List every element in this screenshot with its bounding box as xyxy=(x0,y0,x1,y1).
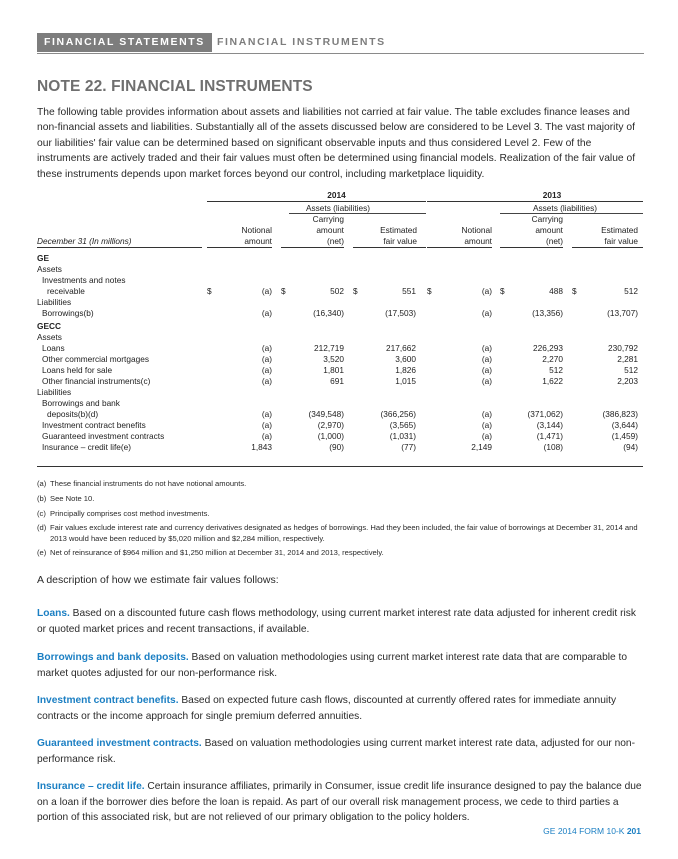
method-keyword: Insurance – credit life. xyxy=(37,781,145,792)
header-rule-carrying-2013 xyxy=(500,247,563,248)
row-label: GECC xyxy=(37,321,61,331)
table-cell: (a) xyxy=(481,286,492,296)
dollar-sign: $ xyxy=(207,286,212,296)
table-cell: 2,270 xyxy=(542,354,563,364)
table-cell: 1,826 xyxy=(395,365,416,375)
note-title: NOTE 22. FINANCIAL INSTRUMENTS xyxy=(37,78,313,95)
table-cell: (349,548) xyxy=(308,409,344,419)
table-row xyxy=(37,264,643,275)
table-cell: (366,256) xyxy=(380,409,416,419)
footnote-text: Fair values exclude interest rate and currency derivatives designated as hedges of borrowings. Had they been included, the fair value of borrowings at December 31, 2014 and 2013 would have been reduced by $5,020 million and $2,284 million, respectively. xyxy=(50,523,638,543)
row-label-header: December 31 (In millions) xyxy=(37,236,132,246)
table-cell: (a) xyxy=(481,409,492,419)
table-row xyxy=(37,297,643,308)
dollar-sign: $ xyxy=(427,286,432,296)
table-cell: (a) xyxy=(261,308,272,318)
table-cell: 2,281 xyxy=(617,354,638,364)
col-notional-2014-line2: amount xyxy=(244,236,272,246)
table-row xyxy=(37,409,643,420)
row-label: Liabilities xyxy=(37,297,72,307)
table-cell: (a) xyxy=(481,343,492,353)
group-label-2014: Assets (liabilities) xyxy=(305,203,371,213)
method-text: Certain insurance affiliates, primarily in Consumer, issue credit life insurance designed to pay the balance due on a loan if the borrower dies before the loan is repaid. As part of our overall risk management process, we cede to third parties a portion of this associated risk, but are not relieved of our primary obligation to the policy holders. xyxy=(37,781,642,823)
table-cell: 512 xyxy=(624,365,638,375)
table-cell: (a) xyxy=(481,431,492,441)
table-cell: 217,662 xyxy=(386,343,416,353)
table-cell: (1,471) xyxy=(536,431,563,441)
dollar-sign: $ xyxy=(281,286,286,296)
col-notional-2013-line1: Notional xyxy=(461,225,492,235)
method-text: Based on a discounted future cash flows methodology, using current market interest rate data adjusted for inherent credit risk or quoted market prices and recent transactions, if available. xyxy=(37,608,636,635)
table-row xyxy=(37,354,643,365)
col-carrying-2014-line2: amount xyxy=(316,225,344,235)
col-estimated-2013-line1: Estimated xyxy=(601,225,638,235)
table-cell: (386,823) xyxy=(602,409,638,419)
table-row xyxy=(37,332,643,343)
col-carrying-2013-line2: amount xyxy=(535,225,563,235)
col-carrying-2013-line3: (net) xyxy=(545,236,563,246)
table-cell: 230,792 xyxy=(608,343,638,353)
table-cell: 512 xyxy=(624,286,638,296)
table-cell: 212,719 xyxy=(314,343,344,353)
table-cell: (16,340) xyxy=(313,308,344,318)
table-cell: (a) xyxy=(261,343,272,353)
table-cell: 502 xyxy=(330,286,344,296)
footnote-key: (e) xyxy=(37,548,47,557)
method-text: Based on valuation methodologies using current market interest rate data, adjusted for our non-performance risk. xyxy=(37,738,635,765)
footnote-key: (b) xyxy=(37,494,47,503)
table-cell: 551 xyxy=(402,286,416,296)
footnote-text: Net of reinsurance of $964 million and $1,250 million at December 31, 2014 and 2013, respectively. xyxy=(50,548,384,557)
header-rule-estimated-2014 xyxy=(353,247,426,248)
table-cell: (a) xyxy=(261,431,272,441)
col-estimated-2014-line2: fair value xyxy=(383,236,417,246)
table-cell: (13,356) xyxy=(532,308,563,318)
row-label: Loans held for sale xyxy=(42,365,113,375)
table-cell: 226,293 xyxy=(533,343,563,353)
table-cell: (2,970) xyxy=(317,420,344,430)
footnote-key: (d) xyxy=(37,523,47,532)
table-cell: (a) xyxy=(261,376,272,386)
table-cell: 488 xyxy=(549,286,563,296)
description-intro: A description of how we estimate fair values follows: xyxy=(37,574,279,586)
method-text: Based on valuation methodologies using current market interest rate data that are comparable to market quotes adjusted for our non-performance risk. xyxy=(37,652,628,679)
footnote-key: (c) xyxy=(37,509,46,518)
table-cell: 2,149 xyxy=(471,442,492,452)
row-label: deposits(b)(d) xyxy=(47,409,99,419)
intro-paragraph: The following table provides information about assets and liabilities not carried at fair value. The table excludes finance leases and non-financial assets and liabilities. Substantially all of the assets discussed below are considered to be Level 3. The vast majority of our liabilities' fair value can be determined based on significant observable inputs and thus considered Level 2. Few of the instruments are actively traded and their fair values must often be determined using financial models. Realization of the fair value of these instruments depends upon market forces beyond our control, including marketplace liquidity. xyxy=(37,107,636,180)
col-notional-2014-line1: Notional xyxy=(241,225,272,235)
table-cell: (a) xyxy=(481,420,492,430)
table-cell: 691 xyxy=(330,376,344,386)
table-row xyxy=(37,442,643,453)
footer-text: GE 2014 FORM 10-K xyxy=(543,826,625,836)
row-label: Liabilities xyxy=(37,387,72,397)
row-label: Borrowings(b) xyxy=(42,308,94,318)
table-row xyxy=(37,321,643,332)
table-bottom-rule xyxy=(37,466,643,467)
table-cell: (3,565) xyxy=(389,420,416,430)
year-2013-header: 2013 xyxy=(542,190,562,200)
subsection-label: FINANCIAL INSTRUMENTS xyxy=(217,36,386,48)
table-row xyxy=(37,286,643,297)
table-cell: (1,031) xyxy=(389,431,416,441)
table-cell: (a) xyxy=(481,376,492,386)
method-keyword: Investment contract benefits. xyxy=(37,695,179,706)
table-cell: (371,062) xyxy=(527,409,563,419)
page-number: 201 xyxy=(626,826,641,836)
row-label: Other commercial mortgages xyxy=(42,354,149,364)
table-row xyxy=(37,431,643,442)
row-label: Other financial instruments(c) xyxy=(42,376,151,386)
row-label: GE xyxy=(37,253,49,263)
row-label: Investment contract benefits xyxy=(42,420,146,430)
row-label: Loans xyxy=(42,343,65,353)
section-label: FINANCIAL STATEMENTS xyxy=(37,33,212,52)
method-paragraph xyxy=(37,736,643,767)
method-paragraph xyxy=(37,693,643,724)
table-cell: (a) xyxy=(481,308,492,318)
table-cell: 1,622 xyxy=(542,376,563,386)
table-cell: 1,843 xyxy=(251,442,272,452)
table-cell: (a) xyxy=(261,365,272,375)
dollar-sign: $ xyxy=(353,286,358,296)
method-keyword: Borrowings and bank deposits. xyxy=(37,652,189,663)
table-row xyxy=(37,420,643,431)
table-cell: (108) xyxy=(543,442,563,452)
col-carrying-2014-line3: (net) xyxy=(326,236,344,246)
table-row xyxy=(37,253,643,264)
header-rule-notional-2013 xyxy=(427,247,492,248)
header-rule-notional-2014 xyxy=(207,247,272,248)
year-2013-rule xyxy=(427,201,643,202)
table-row xyxy=(37,343,643,354)
method-keyword: Guaranteed investment contracts. xyxy=(37,738,202,749)
row-label: receivable xyxy=(47,286,85,296)
table-cell: (a) xyxy=(261,286,272,296)
footnote-text: See Note 10. xyxy=(50,494,95,503)
table-cell: 1,801 xyxy=(323,365,344,375)
row-label: Borrowings and bank xyxy=(42,398,120,408)
table-cell: (a) xyxy=(261,420,272,430)
table-row xyxy=(37,376,643,387)
col-estimated-2013-line2: fair value xyxy=(604,236,638,246)
table-row xyxy=(37,365,643,376)
dollar-sign: $ xyxy=(500,286,505,296)
method-paragraph xyxy=(37,779,643,826)
table-cell: (a) xyxy=(261,354,272,364)
table-cell: (90) xyxy=(329,442,344,452)
table-row xyxy=(37,308,643,319)
table-cell: (3,144) xyxy=(536,420,563,430)
table-cell: (17,503) xyxy=(385,308,416,318)
table-cell: (1,000) xyxy=(317,431,344,441)
table-cell: (94) xyxy=(623,442,638,452)
table-cell: (77) xyxy=(401,442,416,452)
year-2014-rule xyxy=(207,201,426,202)
col-carrying-2013-line1: Carrying xyxy=(531,214,563,224)
footnote-text: Principally comprises cost method investments. xyxy=(50,509,210,518)
row-label: Guaranteed investment contracts xyxy=(42,431,165,441)
method-paragraph xyxy=(37,650,643,681)
row-label: Assets xyxy=(37,332,62,342)
header-rule-label xyxy=(37,247,202,248)
table-cell: 512 xyxy=(549,365,563,375)
table-cell: (3,644) xyxy=(611,420,638,430)
col-carrying-2014-line1: Carrying xyxy=(312,214,344,224)
dollar-sign: $ xyxy=(572,286,577,296)
table-cell: (13,707) xyxy=(607,308,638,318)
row-label: Insurance – credit life(e) xyxy=(42,442,132,452)
method-paragraph xyxy=(37,606,643,637)
row-label: Investments and notes xyxy=(42,275,126,285)
method-keyword: Loans. xyxy=(37,608,70,619)
table-cell: 3,600 xyxy=(395,354,416,364)
col-estimated-2014-line1: Estimated xyxy=(380,225,417,235)
col-notional-2013-line2: amount xyxy=(464,236,492,246)
table-cell: (a) xyxy=(481,365,492,375)
table-row xyxy=(37,398,643,409)
page-footer xyxy=(543,826,641,836)
page-header xyxy=(37,33,644,54)
header-rule-estimated-2013 xyxy=(572,247,643,248)
footnote-key: (a) xyxy=(37,479,47,488)
table-cell: 2,203 xyxy=(617,376,638,386)
header-rule-carrying-2014 xyxy=(281,247,344,248)
year-2014-header: 2014 xyxy=(327,190,346,200)
table-row xyxy=(37,275,643,286)
row-label: Assets xyxy=(37,264,62,274)
table-cell: (a) xyxy=(481,354,492,364)
method-text: Based on expected future cash flows, discounted at currently offered rates for immediate annuity contracts or the income approach for single premium deferred annuities. xyxy=(37,695,617,722)
table-row xyxy=(37,387,643,398)
group-label-2013: Assets (liabilities) xyxy=(532,203,598,213)
table-cell: 3,520 xyxy=(323,354,344,364)
table-cell: 1,015 xyxy=(395,376,416,386)
footnote-text: These financial instruments do not have notional amounts. xyxy=(50,479,247,488)
table-cell: (1,459) xyxy=(611,431,638,441)
table-cell: (a) xyxy=(261,409,272,419)
